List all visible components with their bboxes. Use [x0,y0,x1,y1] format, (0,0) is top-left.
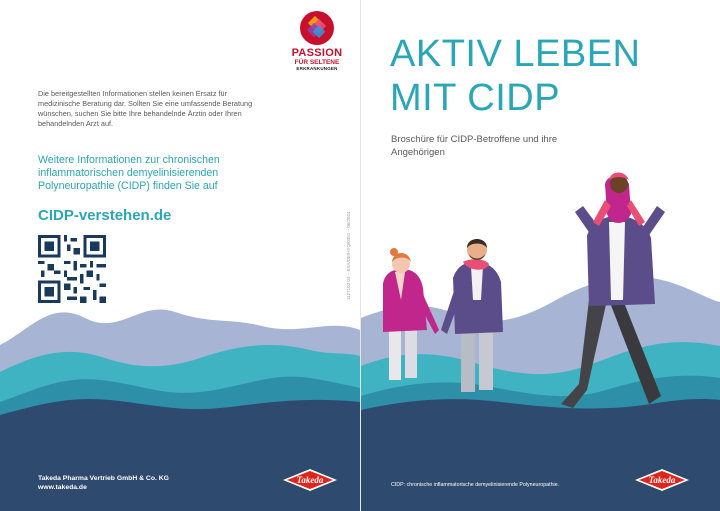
document-code: 1127103 03 – EXA/DE/HYQ/0351 – 06/2024 [346,211,351,300]
takeda-logo-icon [634,468,690,492]
qr-code-icon[interactable] [38,235,106,303]
takeda-logo-icon [282,468,338,492]
woman-figure [383,248,439,380]
takeda-logo-text: Takeda [296,475,324,485]
website-link[interactable]: CIDP-verstehen.de [38,207,172,224]
front-cover [361,0,720,511]
title-line-2: MIT CIDP [390,77,561,119]
company-info [38,474,169,492]
title-line-1: AKTIV LEBEN [390,33,641,75]
passion-logo-title: PASSION [291,47,343,59]
more-info-text: Weitere Informationen zur chronischen inflammatorischen demyelinisierenden Polyneuropathie (CIDP) finden Sie auf [38,154,220,192]
brochure-subtitle: Broschüre für CIDP-Betroffene und ihre Angehörigen [391,134,558,158]
man-figure [441,239,503,392]
passion-logo-subtitle: FÜR SELTENE [294,59,340,66]
passion-diamond-icon [299,10,335,46]
company-name: Takeda Pharma Vertrieb GmbH & Co. KG [38,475,169,482]
cidp-footnote: CIDP: chronische inflammatorische demyelinisierende Polyneuropathie. [391,482,560,488]
father-with-child-figure [561,173,665,409]
fold-line [360,0,361,511]
takeda-logo-text: Takeda [648,475,676,485]
company-website[interactable]: www.takeda.de [38,484,87,491]
brochure-title [390,32,640,120]
passion-logo [287,10,347,72]
medical-disclaimer: Die bereitgestellten Informationen stellen keinen Ersatz für medizinische Beratung dar. Sollten Sie eine umfassende Beratung wünschen, suchen Sie bitte Ihre behandelnde Ärztin oder Ihren behandelnden Arzt auf. [38,89,253,128]
passion-logo-subtitle2: ERKRANKUNGEN [296,66,338,71]
